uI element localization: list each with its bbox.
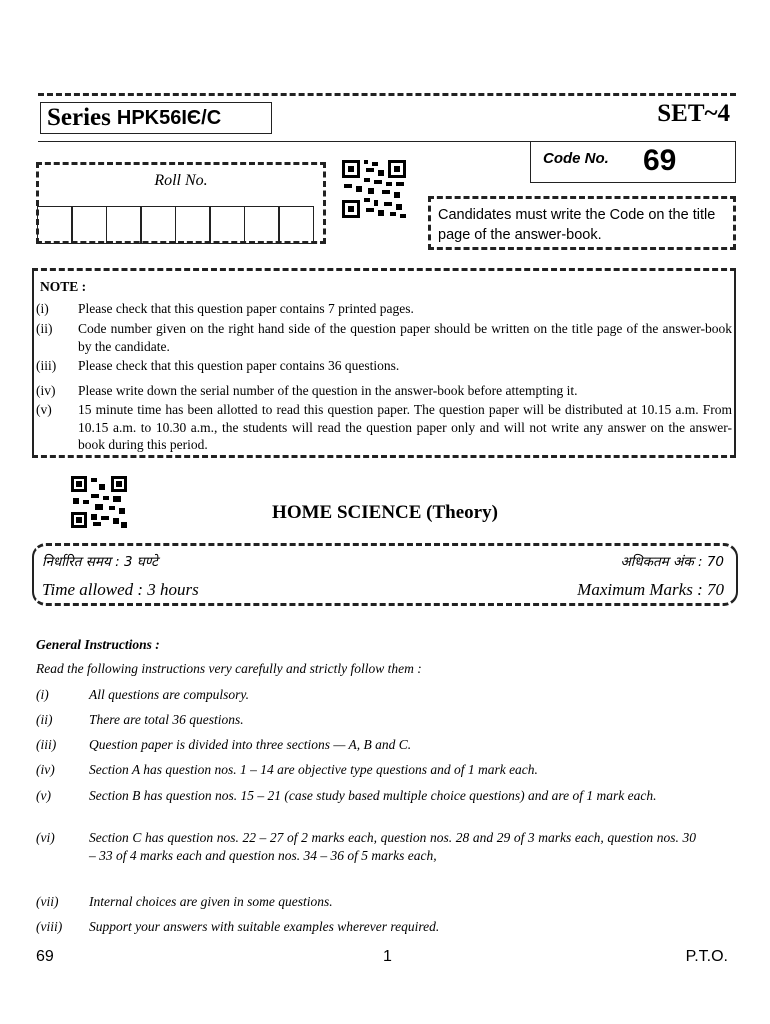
- series-label: Series: [47, 104, 111, 131]
- instruction-item: (v) Section B has question nos. 15 – 21 (case study based multiple choice questions) and are of 1 mark each.: [36, 788, 657, 803]
- hindi-time-allowed: निर्धारित समय : 3 घण्टे: [42, 554, 158, 570]
- roll-number-boxes[interactable]: [38, 206, 314, 244]
- page-number: 1: [383, 948, 392, 965]
- max-marks: Maximum Marks : 70: [577, 580, 724, 599]
- roll-cell[interactable]: [209, 206, 245, 244]
- instruction-item: (viii) Support your answers with suitable examples wherever required.: [36, 919, 440, 934]
- instruction-item: (i) All questions are compulsory.: [36, 687, 249, 702]
- instructions-title: General Instructions :: [36, 637, 160, 652]
- roll-cell[interactable]: [106, 206, 142, 244]
- note-item: (iv) Please write down the serial number of the question in the answer-book before attempting it.: [36, 383, 578, 398]
- instruction-item: (ii) There are total 36 questions.: [36, 712, 244, 727]
- header-rule: [38, 141, 530, 142]
- instruction-item: (vi) Section C has question nos. 22 – 27 of 2 marks each, question nos. 28 and 29 of 3 marks each, question nos. 30 – 33 of 4 marks each and question nos. 34 – 36 of 5 marks each,: [36, 830, 696, 863]
- time-allowed: Time allowed : 3 hours: [42, 580, 199, 599]
- note-item: (v) 15 minute time has been allotted to read this question paper. The question paper will be distributed at 10.15 a.m. From 10.15 a.m. to 10.30 a.m., the students will read the question paper only and will not write any answer on the answer-book during this period.: [36, 402, 732, 452]
- note-item: (ii) Code number given on the right hand side of the question paper should be written on the title page of the answer-book by the candidate.: [36, 321, 732, 354]
- roll-cell[interactable]: [175, 206, 211, 244]
- top-dashed-rule: [38, 93, 736, 96]
- instructions-intro: Read the following instructions very carefully and strictly follow them :: [36, 661, 422, 676]
- hindi-max-marks: अधिकतम अंक : 70: [620, 554, 724, 570]
- code-value: 69: [643, 144, 677, 177]
- pto-label: P.T.O.: [685, 948, 728, 965]
- note-title: NOTE :: [40, 279, 87, 294]
- subject-title: HOME SCIENCE (Theory): [272, 502, 498, 523]
- roll-cell[interactable]: [37, 206, 73, 244]
- code-box: [530, 141, 736, 183]
- instruction-item: (vii) Internal choices are given in some questions.: [36, 894, 333, 909]
- roll-cell[interactable]: [71, 206, 107, 244]
- footer-code: 69: [36, 948, 54, 965]
- roll-cell[interactable]: [140, 206, 176, 244]
- instruction-item: (iii) Question paper is divided into three sections — A, B and C.: [36, 737, 412, 752]
- note-item: (i) Please check that this question paper contains 7 printed pages.: [36, 301, 414, 316]
- note-item: (iii) Please check that this question paper contains 36 questions.: [36, 358, 400, 373]
- roll-cell[interactable]: [278, 206, 314, 244]
- instruction-item: (iv) Section A has question nos. 1 – 14 are objective type questions and of 1 mark each.: [36, 762, 538, 777]
- qr-code-icon: [342, 160, 406, 218]
- qr-code-icon: [71, 476, 127, 528]
- set-number: SET~4: [657, 100, 730, 127]
- code-label: Code No.: [543, 150, 609, 167]
- roll-cell[interactable]: [244, 206, 280, 244]
- series-box: [40, 102, 272, 134]
- series-code: HPK56IЄ/C: [116, 106, 222, 129]
- roll-number-label: Roll No.: [154, 172, 208, 189]
- candidates-note: Candidates must write the Code on the title page of the answer-book.: [438, 207, 716, 243]
